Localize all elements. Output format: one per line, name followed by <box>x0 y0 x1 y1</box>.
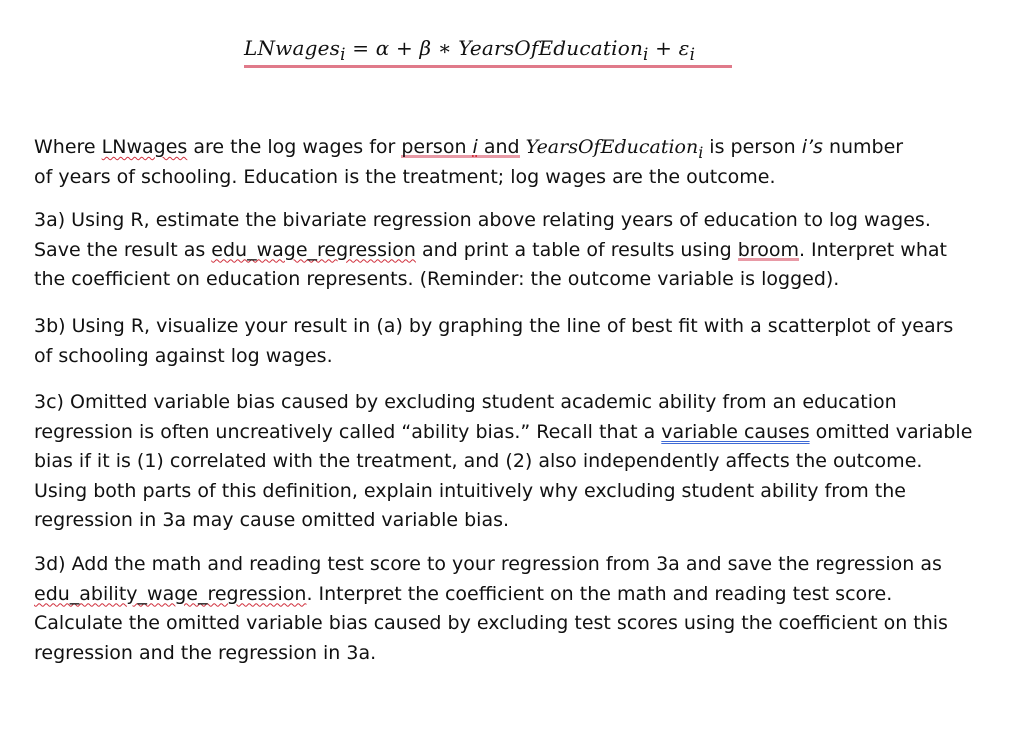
question-3a <box>34 206 994 295</box>
q3c-text: regression is often uncreatively called “ability bias.” Recall that a <box>34 420 662 443</box>
eq-times: ∗ <box>431 36 459 60</box>
regression-equation <box>244 36 695 64</box>
q3a-text: . Interpret what <box>798 238 947 261</box>
p1-text: are the log wages for <box>187 136 402 158</box>
edu-wage-regression-term: edu_wage_regression <box>211 238 416 261</box>
paragraph-definitions <box>34 133 994 192</box>
p1-text: is person <box>703 136 802 158</box>
eq-alpha: α <box>375 36 390 60</box>
lnwages-term: LNwages <box>101 136 188 158</box>
years-of-education-sub: i <box>698 142 704 162</box>
p1-text: number <box>822 136 904 158</box>
q3c-text: omitted variable <box>809 420 973 443</box>
q3a-text: and print a table of results using <box>415 238 738 261</box>
q3d-line-2 <box>34 580 994 610</box>
eq-equals: = <box>345 36 376 60</box>
q3a-line-3: the coefficient on education represents. (Reminder: the outcome variable is logged). <box>34 268 840 290</box>
q3c-line-3: bias if it is (1) correlated with the treatment, and (2) also independently affects the outcome. <box>34 450 923 472</box>
equation-highlight-underline <box>244 65 732 68</box>
q3a-line-1: 3a) Using R, estimate the bivariate regression above relating years of education to log wages. <box>34 209 931 231</box>
p1-text: and <box>477 136 520 158</box>
years-of-education-term: YearsOfEducation <box>525 136 699 158</box>
q3c-line-5: regression in 3a may cause omitted variable bias. <box>34 509 510 531</box>
broom-term: broom <box>737 238 799 261</box>
q3c-line-2 <box>34 418 994 448</box>
eq-plus-2: + <box>648 36 679 60</box>
person-highlight <box>401 136 519 158</box>
eq-beta: β <box>419 36 432 60</box>
q3c-line-4: Using both parts of this definition, explain intuitively why excluding student ability from the <box>34 479 906 502</box>
person-index: i <box>472 136 478 158</box>
q3d-text: . Interpret the coefficient on the math and reading test score. <box>306 582 893 605</box>
p1-italic-text: i’s <box>801 136 823 158</box>
question-3b <box>34 312 994 371</box>
p1-line-2: of years of schooling. Education is the treatment; log wages are the outcome. <box>34 165 776 188</box>
p1-line-1 <box>34 133 994 163</box>
q3d-line-3: Calculate the omitted variable bias caused by excluding test scores using the coefficient on this <box>34 612 948 634</box>
edu-ability-wage-regression-term: edu_ability_wage_regression <box>34 582 307 605</box>
p1-text: Where <box>34 136 102 158</box>
q3d-line-1: 3d) Add the math and reading test score to your regression from 3a and save the regression as <box>34 553 942 575</box>
q3a-line-2 <box>34 236 994 266</box>
q3c-line-1: 3c) Omitted variable bias caused by excluding student academic ability from an education <box>34 391 897 413</box>
q3b-line-2: of schooling against log wages. <box>34 344 333 367</box>
question-3c <box>34 388 994 536</box>
eq-lhs: LNwages <box>244 36 341 60</box>
q3b-line-1: 3b) Using R, visualize your result in (a) by graphing the line of best fit with a scatterplot of years <box>34 315 954 337</box>
eq-var: YearsOfEducation <box>458 36 644 60</box>
q3a-text: Save the result as <box>34 238 212 261</box>
eq-var-sub: i <box>643 45 649 64</box>
eq-plus-1: + <box>389 36 420 60</box>
q3d-line-4: regression and the regression in 3a. <box>34 641 377 664</box>
eq-lhs-sub: i <box>340 45 346 64</box>
eq-epsilon: ε <box>678 36 690 60</box>
variable-causes-term: variable causes <box>661 420 810 443</box>
eq-epsilon-sub: i <box>689 45 696 64</box>
p1-text: person <box>401 136 473 158</box>
question-3d <box>34 550 994 668</box>
